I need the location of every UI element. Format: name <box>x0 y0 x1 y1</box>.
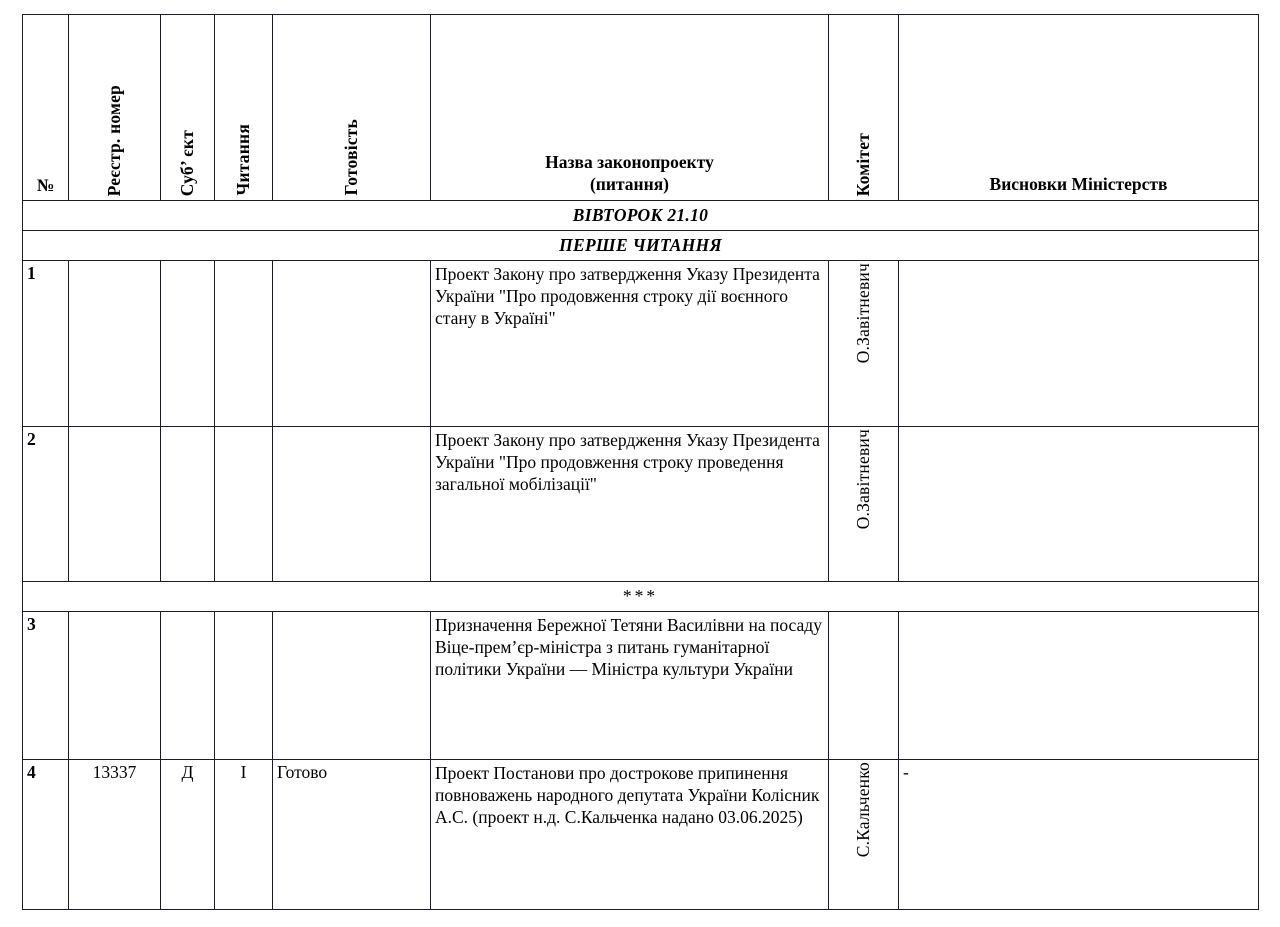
row-readiness <box>273 427 431 582</box>
row-committee-label: С.Кальченко <box>852 762 873 858</box>
row-subject <box>161 612 215 760</box>
column-header-conclusions-label: Висновки Міністерств <box>989 174 1168 195</box>
row-reg-number: 13337 <box>69 760 161 910</box>
row-readiness <box>273 612 431 760</box>
row-title: Проект Закону про затвердження Указу Президента України "Про продовження строку дії воєнного стану в Україні" <box>431 261 829 427</box>
row-committee <box>829 427 899 582</box>
row-reading <box>215 427 273 582</box>
column-header-reg-number <box>69 15 161 201</box>
row-reading <box>215 261 273 427</box>
row-subject: Д <box>161 760 215 910</box>
row-subject <box>161 261 215 427</box>
row-subject <box>161 427 215 582</box>
row-number: 4 <box>23 760 69 910</box>
row-readiness <box>273 261 431 427</box>
section-first-reading-label: ПЕРШЕ ЧИТАННЯ <box>23 231 1259 261</box>
column-header-title <box>431 15 829 201</box>
table-row <box>23 760 1259 910</box>
row-reg-number <box>69 612 161 760</box>
row-title: Проект Постанови про дострокове припинення повноважень народного депутата України Колісник А.С. (проект н.д. С.Кальченка надано 03.06.2025) <box>431 760 829 910</box>
column-header-number <box>23 15 69 201</box>
row-conclusions <box>899 612 1259 760</box>
row-committee <box>829 261 899 427</box>
row-conclusions <box>899 427 1259 582</box>
section-row-separator <box>23 582 1259 612</box>
column-header-number-label: № <box>36 174 55 195</box>
row-reg-number <box>69 261 161 427</box>
column-header-reading-label: Читання <box>232 124 253 196</box>
row-conclusions <box>899 261 1259 427</box>
section-separator-label: *** <box>23 582 1259 612</box>
table-row <box>23 427 1259 582</box>
row-reg-number <box>69 427 161 582</box>
column-header-committee <box>829 15 899 201</box>
column-header-conclusions <box>899 15 1259 201</box>
column-header-reading <box>215 15 273 201</box>
column-header-committee-label: Комітет <box>852 132 873 196</box>
table-header-row <box>23 15 1259 201</box>
row-title: Призначення Бережної Тетяни Василівни на посаду Віце-прем’єр-міністра з питань гуманітарної політики України — Міністра культури України <box>431 612 829 760</box>
row-reading: I <box>215 760 273 910</box>
row-title: Проект Закону про затвердження Указу Президента України "Про продовження строку проведення загальної мобілізації" <box>431 427 829 582</box>
agenda-table <box>22 14 1259 910</box>
row-number: 2 <box>23 427 69 582</box>
column-header-readiness <box>273 15 431 201</box>
row-number: 1 <box>23 261 69 427</box>
row-readiness: Готово <box>273 760 431 910</box>
column-header-subject <box>161 15 215 201</box>
column-header-readiness-label: Готовість <box>340 119 361 196</box>
row-committee <box>829 612 899 760</box>
section-row-day <box>23 201 1259 231</box>
row-committee-label: О.Завітневич <box>852 429 873 530</box>
section-day-label: ВІВТОРОК 21.10 <box>23 201 1259 231</box>
column-header-title-line1: Назва законопроекту <box>545 151 714 172</box>
section-row-first-reading <box>23 231 1259 261</box>
column-header-title-line2: (питання) <box>589 174 669 195</box>
row-number: 3 <box>23 612 69 760</box>
column-header-reg-number-label: Реєстр. номер <box>103 84 124 196</box>
table-row <box>23 612 1259 760</box>
column-header-subject-label: Суб’ єкт <box>176 129 197 196</box>
row-committee-label: О.Завітневич <box>852 263 873 364</box>
row-conclusions: - <box>899 760 1259 910</box>
table-row <box>23 261 1259 427</box>
row-reading <box>215 612 273 760</box>
row-committee <box>829 760 899 910</box>
